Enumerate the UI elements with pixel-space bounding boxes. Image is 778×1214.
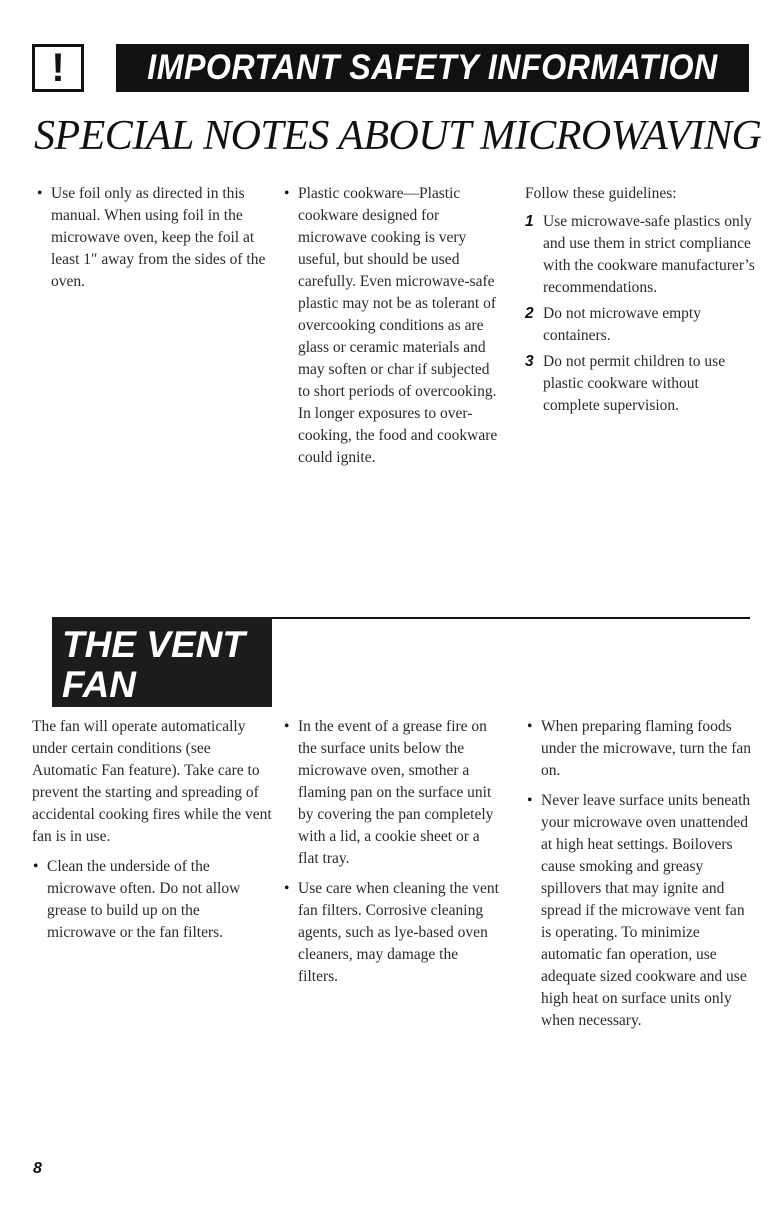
unattended-units-note: • Never leave surface units beneath your microwave oven unattended at high heat settings. Boilovers cause smoking and greasy spillovers that may ignite and spread if the microwave vent fan is operating. To minimize automatic fan operation, use adequate sized cookware and use high heat on surface units only when necessary. xyxy=(526,790,758,1032)
plastic-cookware-note: • Plastic cookware—Plastic cookware designed for microwave cooking is very useful, but should be used carefully. Even microwave-safe plastic may not be as tolerant of overcooking conditions as are glass or ceramic materials and may soften or char if subjected to short periods of overcooking. In longer exposures to over-cooking, the food and cookware could ignite. xyxy=(283,183,498,469)
vent-fan-column-2 xyxy=(283,716,501,988)
microwaving-column-2 xyxy=(283,183,498,469)
guideline-text: Do not permit children to use plastic cookware without complete supervision. xyxy=(543,353,726,414)
guideline-number: 3 xyxy=(525,353,534,370)
guideline-text: Use microwave-safe plastics only and use them in strict compliance with the cookware manufacturer’s recommendations. xyxy=(543,213,755,296)
banner-title: IMPORTANT SAFETY INFORMATION xyxy=(147,48,718,87)
alert-symbol: ! xyxy=(51,46,65,90)
fan-operation-paragraph: The fan will operate automatically under certain conditions (see Automatic Fan feature). Take care to prevent the starting and spreading of accidental cooking fires while the vent fan is in use. xyxy=(32,718,272,845)
vent-fan-column-1 xyxy=(32,716,272,944)
microwaving-column-3 xyxy=(525,183,757,421)
vent-fan-column-3 xyxy=(526,716,758,1032)
vent-fan-title-line2: FAN xyxy=(62,664,136,705)
guideline-item xyxy=(525,351,757,417)
guideline-number: 2 xyxy=(525,305,534,322)
section-title-microwaving: SPECIAL NOTES ABOUT MICROWAVING xyxy=(34,113,762,159)
grease-fire-note: • In the event of a grease fire on the surface units below the microwave oven, smother a flaming pan on the surface unit by covering the pan completely with a lid, a cookie sheet or a flat tray. xyxy=(283,716,501,870)
vent-fan-title-line1: THE VENT xyxy=(62,624,245,665)
page-number: 8 xyxy=(33,1160,42,1177)
guideline-number: 1 xyxy=(525,213,534,230)
guidelines-intro: Follow these guidelines: xyxy=(525,185,677,202)
section-divider xyxy=(272,617,750,619)
foil-note: • Use foil only as directed in this manual. When using foil in the microwave oven, keep the foil at least 1″ away from the sides of the oven. xyxy=(36,183,268,293)
alert-icon xyxy=(32,44,84,92)
safety-banner xyxy=(116,44,749,92)
vent-fan-heading xyxy=(52,617,272,707)
filter-cleaning-note: • Use care when cleaning the vent fan filters. Corrosive cleaning agents, such as lye-based oven cleaners, may damage the filters. xyxy=(283,878,501,988)
guideline-text: Do not microwave empty containers. xyxy=(543,305,701,344)
flaming-foods-note: • When preparing flaming foods under the microwave, turn the fan on. xyxy=(526,716,758,782)
guideline-item xyxy=(525,303,757,347)
guideline-item xyxy=(525,211,757,299)
clean-underside-note: • Clean the underside of the microwave often. Do not allow grease to build up on the microwave or the fan filters. xyxy=(32,856,272,944)
microwaving-column-1 xyxy=(36,183,268,293)
